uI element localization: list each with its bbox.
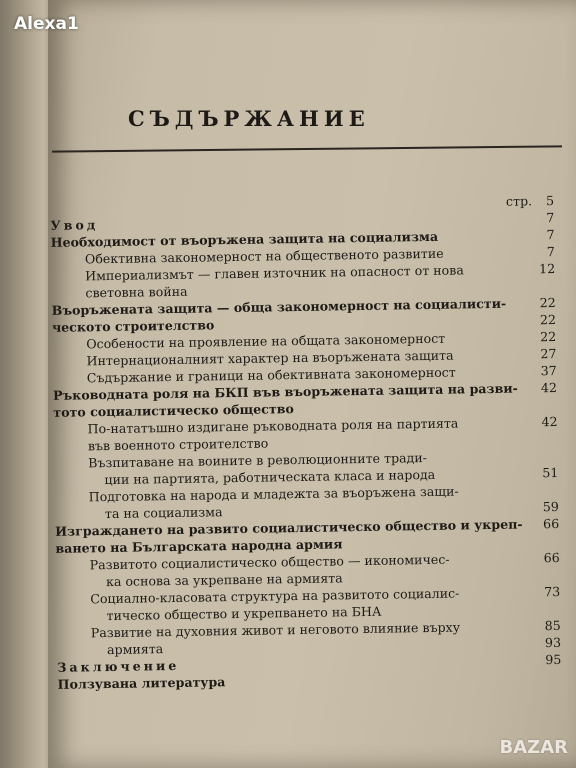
page-label: стр. [505,193,533,209]
page-number: 42 [541,413,558,430]
entry-title: По-нататъшно издигане ръководната роля на партията [87,415,459,437]
page-number: 7 [546,226,555,243]
entry-title: Обективна закономерност на общественото развитие [84,245,444,267]
entry-title: тическо общество и укрепването на БНА [106,603,382,624]
entry-title: Изграждането на развито социалистическо общество и укреп- [55,516,523,539]
entry-title: Подготовка на народа и младежта за въоръжена защи- [88,483,459,505]
page-number: 66 [542,515,560,532]
page-number: 7 [546,243,555,260]
page-number: 66 [543,549,560,566]
page-number: 42 [540,379,558,396]
entry-title: Възпитаване на воините в революционните тради- [88,450,428,471]
entry-title: тото социалистическо общество [53,401,294,420]
entry-title: ка основа за укрепване на армията [105,570,343,590]
page-number: 22 [539,294,556,311]
page-number: 95 [545,651,562,668]
page-title: СЪДЪРЖАНИЕ [128,106,370,131]
entry-title: ции на партията, работническата класа и народа [104,466,436,488]
entry-title: та на социализма [104,504,223,522]
entry-title: армията [106,641,164,658]
entry-title: Заключение [57,657,180,675]
page-number: 37 [540,362,557,379]
page-number: 93 [544,634,562,651]
page-number: 51 [542,464,559,481]
watermark-username: Alexa1 [14,14,79,34]
page-number: 22 [539,311,557,328]
page-number: 22 [540,328,557,345]
entry-title: Социално-класовата структура на развитото социалис- [90,585,460,607]
page-number: 27 [540,345,557,362]
entry-title: Развитие на духовния живот и неговото влияние върху [90,619,461,641]
entry-title: Особености на проявление на общата закономерност [86,330,446,352]
page-number: 59 [542,498,559,515]
entry-title: ването на Българската народна армия [55,536,343,556]
entry-title: Необходимост от въоръжена защита на социализма [50,228,439,250]
entry-title: Интернационалният характер на въоръжената защита [86,347,454,369]
entry-title: Ръководната роля на БКП във въоръжената защита на разви- [52,380,518,403]
entry-title: Увод [50,217,99,233]
entry-title: ческото строителство [51,317,215,335]
entry-title: Развитото социалистическо общество — икономичес- [89,551,450,573]
entry-title: световна война [85,283,188,301]
entry-title: Съдържание и граници на обективната закономерност [86,364,456,386]
entry-title: Въоръжената защита — обща закономерност на социалисти- [51,295,507,318]
entry-title: във военното строителство [87,435,269,454]
page-number: 7 [546,209,555,226]
table-of-contents [44,192,570,693]
bazar-logo: BAZAR [499,737,568,758]
page-number: 12 [538,260,556,277]
entry-title: Империализмът — главен източник на опасност от нова [85,262,464,284]
page-number: 5 [545,192,555,209]
entry-title: Ползувана литература [57,674,226,692]
page-number: 85 [544,617,561,634]
page-number: 73 [544,583,561,600]
